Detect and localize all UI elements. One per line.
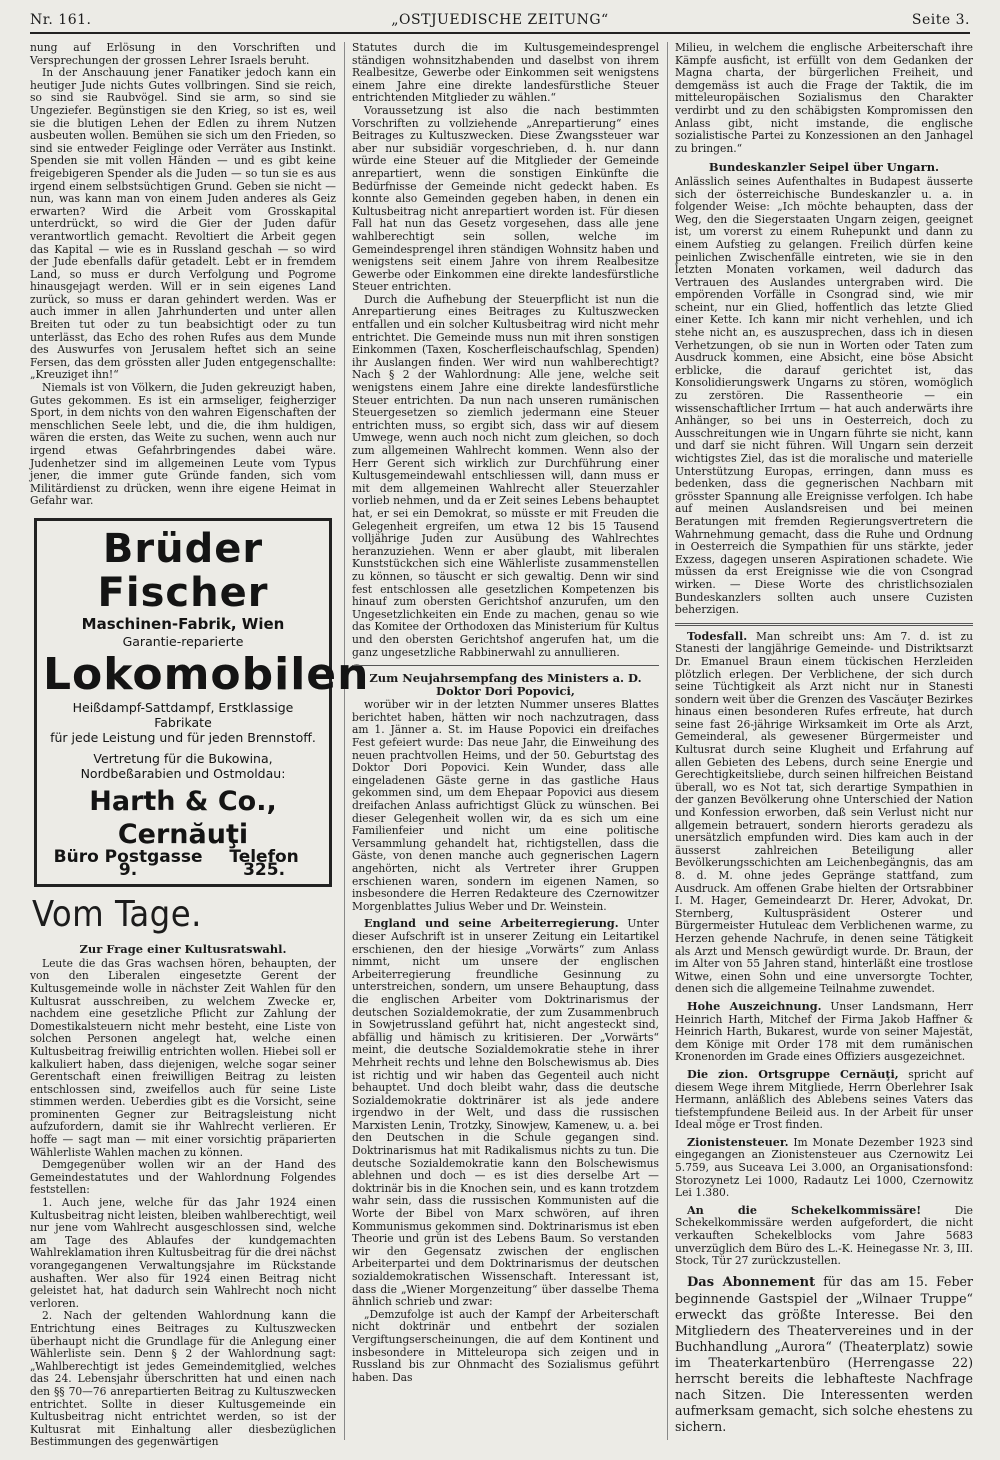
- article-lead: Todesfall.: [687, 628, 748, 643]
- advertisement: [34, 518, 370, 887]
- article-headline: Zur Frage einer Kultusratswahl.: [79, 942, 287, 957]
- article-lead: England und seine Arbeiterregierung.: [364, 916, 619, 931]
- column-2: [352, 42, 659, 1450]
- article-headline: Bundeskanzler Seipel über Ungarn.: [708, 160, 940, 175]
- section-title: Vom Tage.: [32, 894, 202, 936]
- article-paragraph: Anlässlich seines Aufenthaltes in Budapest äusserte sich der österreichische Bundeskanzler u. a. in folgender Weise: „Ich möchte behaupten, dass der Weg, den die Siegerstaaten Ungarn zeigen, geeignet ist, um vorerst zu einem Ruhepunkt und dann zu einem Aufstieg zu gelangen. Freilich dürfen keine peinlichen Zwischenfälle eintreten, wie sie in den letzten Monaten vorkamen, weil dadurch das Vertrauen des Auslandes untergraben wird. Die empörenden Vorfälle in Csongrad sind, wie mir scheint, nur ein Glied, hoffentlich das letzte Glied einer Kette. Ich kann mir nicht verhehlen, und ich stehe nicht an, es auszusprechen, dass ich in diesen Verhetzungen, ob sie nun in Worten oder Taten zum Ausdruck kommen, eine Absicht, eine böse Absicht erblicke, die darauf gerichtet ist, das Konsolidierungswerk Ungarns zu stören, womöglich zu zerstören. Die Rassentheorie — ein wissenschaftlicher Irrtum — hat auch anderwärts ihre Anhänger, so bei uns in Oesterreich, doch zu Ausschreitungen wie in Ungarn führte sie nicht, kann und darf sie nicht führen. Will Ungarn sein derzeit wichtigstes Ziel, das ist die moralische und materielle Unterstützung Europas, erringen, dann muss es bedenken, dass die gegnerischen Nachbarn mit grösster Spannung alle Ereignisse verfolgen. Ich habe auf meinen Auslandsreisen und bei meinen Beratungen mit fremden Regierungsvertretern die Wahrnehmung gemacht, dass die Ruhe und Ordnung in Oesterreich die Sympathien für uns stärkte, jeder Exzess, dagegen unseren Aspirationen schadete. Wie müssen da erst Ereignisse wie die von Csongrad wirken. — Diese Worte des christlichsozialen Bundeskanzlers sollten auch unsere Cuzisten beherzigen.: [675, 174, 973, 617]
- ad-line: Heißdampf-Sattdampf, Erstklassige Fabrikate: [72, 699, 294, 730]
- article-lead: An die Schekelkommissäre!: [687, 1202, 922, 1217]
- article-paragraph: für das am 15. Feber beginnende Gastspiel der „Wilnaer Truppe“ erweckt das größte Interesse. Bei den Mitgliedern des Theatervereines und in der Buchhandlung „Aurora“ (Theaterplatz) sowie im Theaterkartenbüro (Herrengasse 22) herrscht bereits die lebhafteste Nachfrage nach Sitzen. Die Interessenten werden aufmerksam gemacht, sich solche ehestens zu sichern.: [675, 1273, 974, 1434]
- article-paragraph: spricht auf diesem Wege ihrem Mitgliede, Herrn Oberlehrer Isak Hermann, anläßlich des Ablebens seines Vaters das tiefstempfundene Beileid aus. In der Arbeit für unser Ideal möge er Trost finden.: [675, 1067, 974, 1132]
- ad-factory: Maschinen-Fabrik, Wien: [81, 614, 285, 633]
- ad-product: Lokomobilen: [43, 648, 370, 700]
- column-1: [30, 41, 370, 1450]
- ad-firm: Brüder Fischer: [97, 525, 269, 616]
- article-lead: Die zion. Ortsgruppe Cernăuţi,: [687, 1066, 899, 1081]
- article-lead: Zionistensteuer.: [687, 1134, 789, 1149]
- column-divider: [344, 42, 345, 1440]
- article-paragraph: Milieu, in welchem die englische Arbeiterschaft ihre Kämpfe ausficht, ist erfüllt von dem Gedanken der Magna charta, der bürgerlichen Freiheit, und demgemäss ist auch die Frage der Taktik, die im mitteleuropäischen Sozialismus den Charakter verdirbt und zu den schäbigsten Kompromissen den Anlass gibt, nicht imstande, die englische sozialistische Partei zu Konzessionen an den Janhagel zu bringen.“: [675, 41, 973, 155]
- article-paragraph: nung auf Erlösung in den Vorschriften und Versprechungen der grossen Lehrer Israels beruht.: [30, 41, 336, 67]
- article-lead: Das Abonnement: [687, 1274, 816, 1290]
- article-paragraph: Im Monate Dezember 1923 sind eingegangen an Zionistensteuer aus Czernowitz Lei 5.759, aus Suceava Lei 3.000, an Organisationsfond: Storozynetz Lei 1000, Radautz Lei 1000, Czernowitz Lei 1.380.: [675, 1135, 973, 1200]
- article-paragraph: worüber wir in der letzten Nummer unseres Blattes berichtet haben, hätten wir noch nachzutragen, dass am 1. Jänner a. St. im Hause Popovici ein dreifaches Fest gefeiert wurde: Das neue Jahr, die Einweihung des neuen prachtvollen Heims, und der 50. Geburtstag des Doktor Dori Popovici. Kein Wunder, dass alle eingeladenen Gäste gerne in das gastliche Haus gekommen sind, um dem Ehepaar Popovici aus diesem dreifachen Anlass aufrichtigst Glück zu wünschen. Bei dieser Gelegenheit wollen wir, da es sich um eine Familienfeier und nicht um eine politische Versammlung gehandelt hat, richtigstellen, dass die Gäste, von denen manche auch gegnerischen Lagern angehörten, nicht als Vertreter ihrer Gruppen erschienen waren, sondern im eigenen Namen, so insbesondere die Herren Redakteure des Czernowitzer Morgenblattes Julius Weber und Dr. Weinstein.: [352, 698, 659, 913]
- ad-address-row: [43, 846, 323, 880]
- article-paragraph: Durch die Aufhebung der Steuerpflicht ist nun die Anrepartierung eines Beitrages zu Kultuszwecken entfallen und ein solcher Kultusbeitrag wird nicht mehr entrichtet. Die Gemeinde muss nun mit ihren sonstigen Einkommen (Taxen, Koscherfleischaufschlag, Spenden) ihr Auslangen finden. Wer wird nun wahlberechtigt? Nach § 2 der Wahlordnung: Alle jene, welche seit wenigstens einem Jahre eine direkte landesfürstliche Steuer entrichten. Da nun nach unseren rumänischen Steuergesetzen so ziemlich jedermann eine Steuer entrichten muss, so ergibt sich, dass wir auf diesem Umwege, wenn auch noch nicht zum gleichen, so doch zum allgemeinen Wahlrecht kommen. Wenn also der Herr Gerent sich wirklich zur Durchführung einer Kultusgemeindewahl entschliessen will, dann muss er mit dem allgemeinen Wahlrecht aller Steuerzahler vorlieb nehmen, und da er Zeit seines Lebens behauptet hat, er sei ein Demokrat, so müsste er mit Freuden die Gelegenheit ergreifen, um etwa 12 bis 15 Tausend volljährige Juden zur Ausübung des Wahlrechtes heranzuziehen. Wenn er aber glaubt, mit liberalen Kunststückchen sich eine Wählerliste zusammenstellen zu können, so täuscht er sich gewaltig. Denn wir sind fest entschlossen alle gesetzlichen Kompetenzen bis hinauf zum obersten Gerichtshof anzurufen, um den Ungesetzlichkeiten ein Ende zu machen, genau so wie das Komitee der Orthodoxen das Ministerium für Kultus und den obersten Gerichtshof angerufen hat, um die ganz ungesetzliche Rabbinerwahl zu annullieren.: [352, 292, 659, 659]
- article-paragraph: Unser Landsmann, Herr Heinrich Harth, Mitchef der Firma Jakob Haffner & Heinrich Harth, Bukarest, wurde von seiner Majestät, dem Könige mit Order 178 mit dem rumänischen Kronenorden im Grade eines Offiziers ausgezeichnet.: [675, 999, 973, 1064]
- article-divider: [352, 665, 659, 666]
- article-paragraph: Leute die das Gras wachsen hören, behaupten, der von den Liberalen eingesetzte Gerent der Kultusgemeinde wolle in nächster Zeit Wahlen für den Kultusrat ausschreiben, zu welchem Zwecke er, nachdem eine gesetzliche Pflicht zur Zahlung der Domestikalsteuern nicht mehr besteht, eine Liste von solchen Personen angelegt hat, welche einen Kultusbeitrag freiwillig entrichten wollen. Hiebei soll er kalkuliert haben, dass diejenigen, welche sogar seiner Gerentschaft einen freiwilligen Beitrag zu leisten entschlossen sind, zweifellos auch für seine Liste stimmen werden. Ueberdies gibt es die Vorsicht, seine prominenten Gegner zur Beitragsleistung nicht aufzufordern, damit sie ihr Wahlrecht verlieren. Er hoffe — sagt man — mit einer vorsichtig präparierten Wählerliste Wahlen machen zu können.: [30, 956, 336, 1159]
- ad-line: für jede Leistung und für jeden Brennstoff.: [50, 729, 316, 745]
- article-paragraph: Voraussetzung ist also die nach bestimmten Vorschriften zu vollziehende „Anrepartierung“ eines Beitrages zu Kultuszwecken. Diese Zwangssteuer war aber nur subsidiär vorgeschrieben, d. h. nur dann würde eine Steuer auf die Mitglieder der Gemeinde anrepartiert, wenn die sonstigen Einkünfte die Bedürfnisse der Gemeinde nicht gedeckt haben. Es konnte also Gemeinden gegeben haben, in denen ein Kultusbeitrag nicht anrepartiert worden ist. Für diesen Fall hat nun das Gesetz vorgesehen, dass alle jene wahlberechtigt sein sollen, welche im Gemeindesprengel ihren ständigen Wohnsitz haben und wenigstens seit einem Jahre von ihrem Realbesitze Gewerbe oder Einkommen eine direkte landesfürstliche Steuer entrichten.: [352, 103, 659, 294]
- article-paragraph: In der Anschauung jener Fanatiker jedoch kann ein heutiger Jude nichts Gutes vollbringen. Sind sie reich, so sind sie Raubvögel. Sind sie arm, so sind sie Ungeziefer. Begünstigen sie den Krieg, so ist es, weil sie die blutigen Lehen der Edlen zu ihrem Nutzen ausbeuten wollen. Bemühen sie sich um den Frieden, so sind sie entweder Feiglinge oder Verräter aus Instinkt. Spenden sie mit vollen Händen — und es gibt keine freigebigeren Spender als die Juden — so tun sie es aus irgend einem selbstsüchtigen Grund. Geben sie nicht — nun, was kann man von einem Juden anderes als Geiz erwarten? Wird die Arbeit vom Grosskapital unterdrückt, so wird die Gier der Juden dafür verantwortlich gemacht. Revoltiert die Arbeit gegen das Kapital — wie es in Russland geschah — so wird der Jude ebenfalls dafür getadelt. Lebt er in fremdem Land, so muss er durch Verfolgung und Pogrome hinausgejagt werden. Will er in sein eigenes Land zurück, so muss er daran gehindert werden. Was er auch immer in allen Jahrhunderten und unter allen Breiten tut oder zu tun beabsichtigt oder zu tun unterlässt, das Echo des rohen Rufes aus dem Munde des Auswurfes von Jerusalem heftet sich an seine Fersen, das dem grössten aller Juden entgegenschallte: „Kreuziget ihn!“: [30, 66, 336, 382]
- article-paragraph: 2. Nach der geltenden Wahlordnung kann die Entrichtung eines Beitrages zu Kultuszwecken überhaupt nicht die Grundlage für die Anlegung einer Wählerliste sein. Denn § 2 der Wahlordnung sagt: „Wahlberechtigt ist jedes Gemeindemitglied, welches das 24. Lebensjahr überschritten hat und einen nach den §§ 70—76 anrepartierten Beitrag zu Kultuszwecken entrichtet. Sollte in dieser Kultusgemeinde ein Kultusbeitrag nicht entrichtet werden, so ist der Kultusrat mit Einhaltung aller diesbezüglichen Bestimmungen des gegenwärtigen: [30, 1309, 336, 1449]
- article-headline: Zum Neujahrsempfang des Ministers a. D. Doktor Dori Popovici,: [369, 671, 642, 698]
- article-paragraph: Die Schekelkommissäre werden aufgefordert, die nicht verkauften Schekelblocks vom Jahre 5683 unverzüglich dem Büro des L.-K. Heinegasse Nr. 3, III. Stock, Tür 27 zurückzustellen.: [675, 1203, 973, 1268]
- article-divider: [675, 623, 973, 626]
- article-paragraph: 1. Auch jene, welche für das Jahr 1924 einen Kultusbeitrag nicht leisten, bleiben wahlberechtigt, weil nur jene vom Wahlrecht ausgeschlossen sind, welche am Tage des Ablaufes der kundgemachten Wahlreklamation ihren Kultusbeitrag für die drei nächst vorangegangenen Verwaltungsjahre im Rückstande aushaften. Wer also für 1924 einen Beitrag nicht geleistet hat, hat dadurch sein Wahlrecht noch nicht verloren.: [30, 1196, 336, 1310]
- masthead-rule: [30, 32, 970, 34]
- article-paragraph: Statutes durch die im Kultusgemeindesprengel ständigen wohnsitzhabenden und daselbst von ihrem Realbesitze, Gewerbe oder Einkommen seit wenigstens einem Jahre eine direkte landesfürstliche Steuer entrichtenden Mitglieder zu wählen.“: [352, 41, 659, 105]
- ad-office: Büro Postgasse 9.: [53, 846, 203, 880]
- masthead: [30, 8, 970, 34]
- article-paragraph: Demgegenüber wollen wir an der Hand des Gemeindestatutes und der Wahlordnung Folgendes feststellen:: [30, 1158, 336, 1197]
- ad-phone: Telefon 325.: [229, 846, 299, 880]
- article-paragraph: Unter dieser Aufschrift ist in unserer Zeitung ein Leitartikel erschienen, den der hiesige „Vorwärts“ zum Anlass nimmt, nicht um unsere der englischen Arbeiterregierung freundliche Gesinnung zu unterstreichen, sondern, um unsere Behauptung, dass die englischen Arbeiter vom Doktrinarismus der deutschen Sozialdemokratie, der zum Zusammenbruch in Sowjetrussland geführt hat, nicht angesteckt sind, abfällig und hämisch zu kritisieren. Der „Vorwärts“ meint, die deutsche Sozialdemokratie stehe in ihrer Mehrheit rechts und lehne den Bolschewismus ab. Dies ist richtig und wir haben das Gegenteil auch nicht behauptet. Und doch bleibt wahr, dass die deutsche Sozialdemokratie doktrinärer ist als jede andere irgendwo in der Welt, und dass die russischen Marxisten Lenin, Trotzky, Sinowjew, Kamenew, u. a. bei den Deutschen in die Schule gegangen sind. Doktrinarismus hat mit Radikalismus nichts zu tun. Die deutsche Sozialdemokratie kann den Bolschewismus ablehnen und doch — es ist dies derselbe Art — doktrinär bis in die Knochen sein, und es kann trotzdem wahr sein, dass die russischen Kommunisten auf die Worte der Bibel von Marx schwören, auf ihren Kommunismus gekommen sind. Doktrinarismus ist eben Theorie und grün ist des Lebens Baum. So verstanden wir den Gegensatz zwischen der englischen Arbeiterpartei und dem Doktrinarismus der deutschen sozialdemokratischen Wissenschaft. Interessant ist, dass die „Wiener Morgenzeitung“ über dasselbe Thema ähnlich schrieb und zwar:: [352, 917, 659, 1309]
- ad-guarantee: Garantie-reparierte: [122, 633, 244, 649]
- article-paragraph: Niemals ist von Völkern, die Juden gekreuzigt haben, Gutes gekommen. Es ist ein armseliger, feigherziger Sport, in dem nichts von den wahren Eigenschaften der menschlichen Seele lebt, und die, die ihm huldigen, wären die ersten, das Weite zu suchen, wenn auch nur irgend etwas Gefahrbringendes dabei wäre. Judenhetzer sind im allgemeinen Leute vom Typus jener, die immer gute Gründe fanden, sich vom Militärdienst zu drücken, wenn ihre eigene Heimat in Gefahr war.: [30, 381, 336, 508]
- ad-line: Vertretung für die Bukowina,: [93, 750, 273, 766]
- newspaper-title: „OSTJUEDISCHE ZEITUNG“: [391, 12, 609, 28]
- page-number: Seite 3.: [911, 12, 970, 28]
- ad-agent: Harth & Co., Cernăuţi: [89, 785, 277, 850]
- article-paragraph: Man schreibt uns: Am 7. d. ist zu Stanesti der langjährige Gemeinde- und Distriktsarzt Dr. Emanuel Braun einem tückischen Herzleiden plötzlich erlegen. Der Verblichene, der sich durch seine Tüchtigkeit als Arzt nicht nur in Stanesti sondern weit über die Grenzen des Vascăuţer Bezirkes hinaus einen besonderen Rufes erfreute, hat durch seine fast 26-jährige Wirksamkeit im Orte als Arzt, Gemeinderal, als gewesener Bürgermeister und Kultusrat durch seine Klugheit und Erfahrung auf allen Gebieten des Lebens, durch seine Energie und Gerechtigkeitsliebe, durch seinen hilfreichen Beistand überall, wo es Not tat, sich derartige Sympathien in der ganzen Bevölkerung ohne Unterschied der Nation und Konfession erworben, daß sein Verlust nicht nur allgemein betrauert, sondern hierorts geradezu als unersätzlich empfunden wird. Dies kam auch in der äusserst zahlreichen Beteiligung aller Bevölkerungsschichten am Leichenbegängnis, das am 8. d. M. ohne jedes Gepränge stattfand, zum Ausdruck. Am offenen Grabe hielten der Ortsrabbiner I. M. Hager, Gemeindearzt Dr. Herer, Advokat, Dr. Sternberg, Kultuspräsident Osterer und Bürgermeister Hutuleac dem Verblichenen warme, zu Herzen gehende Nachrufe, in denen seine Tätigkeit als Arzt und Mensch gewürdigt wurde. Dr. Braun, der im Alter von 55 Jahren stand, hinterläßt eine trostlose Witwe, einen Sohn und eine unversorgte Tochter, denen sich die allgemeine Teilnahme zuwendet.: [675, 629, 973, 996]
- issue-number: Nr. 161.: [30, 12, 92, 28]
- column-divider: [667, 42, 668, 1440]
- ad-line: Nordbeßarabien und Ostmoldau:: [80, 765, 286, 781]
- article-quote: „Demzufolge ist auch der Kampf der Arbeiterschaft nicht doktrinär und entbehrt der sozialen Vergiftungserscheinungen, die auf dem Kontinent und insbesondere in Mitteleuropa sich zeigen und in Russland bis zur Ohnmacht des Sozialismus geführt haben. Das: [352, 1307, 659, 1384]
- column-3: [675, 42, 973, 1450]
- article-lead: Hohe Auszeichnung.: [687, 998, 822, 1013]
